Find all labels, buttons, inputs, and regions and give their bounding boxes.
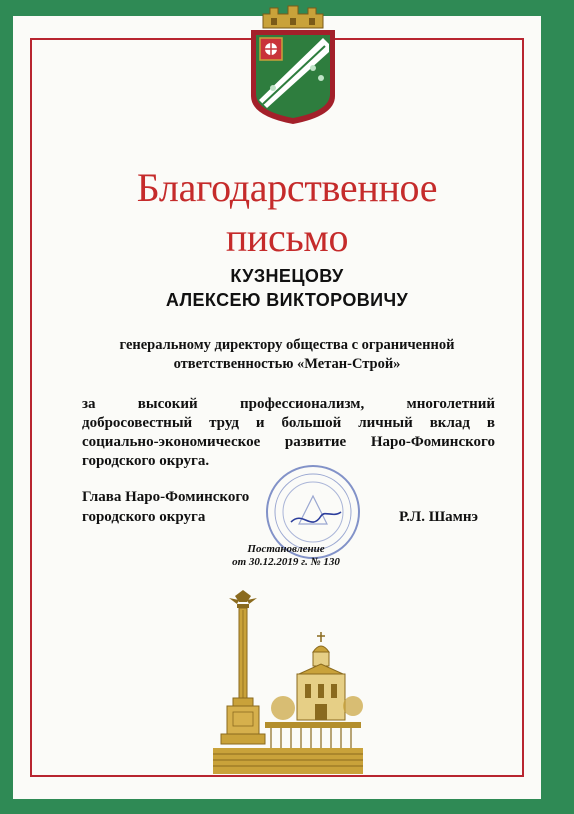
signatory-title-line1: Глава Наро-Фоминского: [82, 489, 250, 505]
body-text-line: за высокий профессионализм, многолетний: [82, 396, 495, 412]
decree-date-number: от 30.12.2019 г. № 130: [232, 556, 340, 568]
decree-label: Постановление: [247, 543, 325, 555]
signatory-title-line2: городского округа: [82, 509, 206, 525]
signatory-name: Р.Л. Шамнэ: [399, 509, 479, 525]
coat-of-arms-icon: [243, 4, 343, 126]
body-text-line: городского округа.: [82, 453, 210, 469]
recipient-position-line2: ответственностью «Метан-Строй»: [173, 356, 401, 372]
recipient-name: АЛЕКСЕЮ ВИКТОРОВИЧУ: [165, 290, 409, 310]
body-text-line: социально-экономическое развитие Наро-Фоминского: [82, 434, 495, 450]
letter-title-line1: Благодарственное: [136, 165, 438, 210]
body-text-line: добросовестный труд и большой личный вклад в: [82, 415, 495, 431]
recipient-surname: КУЗНЕЦОВУ: [230, 266, 344, 286]
monument-church-icon: [213, 588, 363, 774]
recipient-position-line1: генеральному директору общества с ограниченной: [119, 337, 455, 353]
letter-title-line2: письмо: [225, 215, 349, 260]
